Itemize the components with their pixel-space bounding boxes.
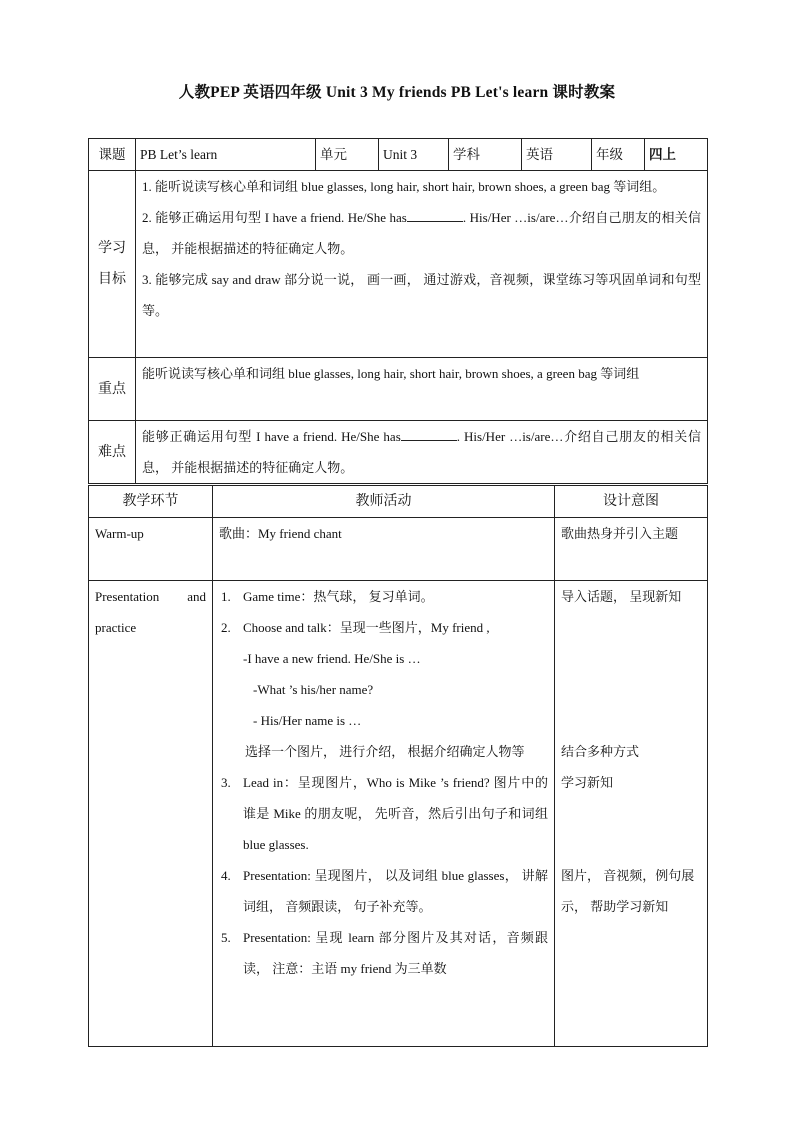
grade-value: 四上	[645, 139, 708, 171]
activity-item-3: 3. Lead in：呈现图片，Who is Mike ’s friend? 图片中的谁是 Mike 的朋友呢， 先听音，然后引出句子和词组 blue glasses.	[221, 775, 548, 852]
goal-1: 1. 能听说读写核心单和词组 blue glasses, long hair, short hair, brown shoes, a green bag 等词组。	[142, 179, 666, 194]
difficulty-text: 能够正确运用句型 I have a friend. He/She has . His/Her …is/are…介绍自己朋友的相关信息， 并能根据描述的特征确定人物。	[136, 421, 708, 484]
header-stage: 教学环节	[89, 486, 213, 518]
goals-text	[136, 171, 708, 358]
activity-item-4: 4. Presentation: 呈现图片， 以及词组 blue glasses， 讲解词组， 音频跟读， 句子补充等。	[221, 868, 548, 914]
header-intent: 设计意图	[555, 486, 708, 518]
choose-note: 选择一个图片， 进行介绍， 根据介绍确定人物等	[245, 744, 525, 759]
header-activity: 教师活动	[213, 486, 555, 518]
intent-3: 图片， 音视频，例句展示， 帮助学习新知	[561, 868, 695, 914]
presentation-intent	[555, 581, 708, 1047]
activity-item-5: 5. Presentation: 呈现 learn 部分图片及其对话，音频跟读， 注意：主语 my friend 为三单数	[221, 930, 548, 976]
dialog-line-3: - His/Her name is …	[253, 713, 362, 728]
subject-value: 英语	[522, 139, 592, 171]
intent-2b: 学习新知	[561, 775, 614, 790]
activity-item-2: 2. Choose and talk：呈现一些图片，My friend ,	[221, 620, 490, 635]
intent-1: 导入话题， 呈现新知	[561, 589, 682, 604]
warmup-stage: Warm-up	[89, 518, 213, 581]
warmup-intent: 歌曲热身并引入主题	[555, 518, 708, 581]
document-title: 人教PEP 英语四年级 Unit 3 My friends PB Let's learn 课时教案	[178, 84, 616, 101]
topic-label: 课题	[89, 139, 136, 171]
unit-label: 单元	[316, 139, 379, 171]
goal-3: 3. 能够完成 say and draw 部分说一说， 画一画， 通过游戏，音视频，课堂练习等巩固单词和句型等。	[142, 272, 701, 318]
unit-value: Unit 3	[379, 139, 449, 171]
dialog-line-1: -I have a new friend. He/She is …	[243, 651, 421, 666]
lesson-info-table	[88, 138, 708, 484]
presentation-activity	[213, 581, 555, 1047]
teaching-process-table	[88, 485, 708, 1047]
activity-item-1: 1. Game time：热气球， 复习单词。	[221, 589, 434, 604]
dialog-line-2: -What ’s his/her name?	[253, 682, 374, 697]
fill-blank	[407, 209, 463, 222]
goals-label: 学习 目标	[89, 171, 136, 358]
key-point-text: 能听说读写核心单和词组 blue glasses, long hair, short hair, brown shoes, a green bag 等词组	[136, 358, 708, 421]
subject-label: 学科	[449, 139, 522, 171]
presentation-stage: Presentation and practice	[89, 581, 213, 1047]
goal-2: 2. 能够正确运用句型 I have a friend. He/She has . His/Her …is/are…介绍自己朋友的相关信息， 并能根据描述的特征确定人物。	[142, 210, 702, 256]
topic-value: PB Let’s learn	[136, 139, 316, 171]
warmup-activity: 歌曲：My friend chant	[213, 518, 555, 581]
key-point-label: 重点	[89, 358, 136, 421]
grade-label: 年级	[592, 139, 645, 171]
fill-blank	[401, 428, 457, 441]
difficulty-label: 难点	[89, 421, 136, 484]
intent-2a: 结合多种方式	[561, 744, 640, 759]
